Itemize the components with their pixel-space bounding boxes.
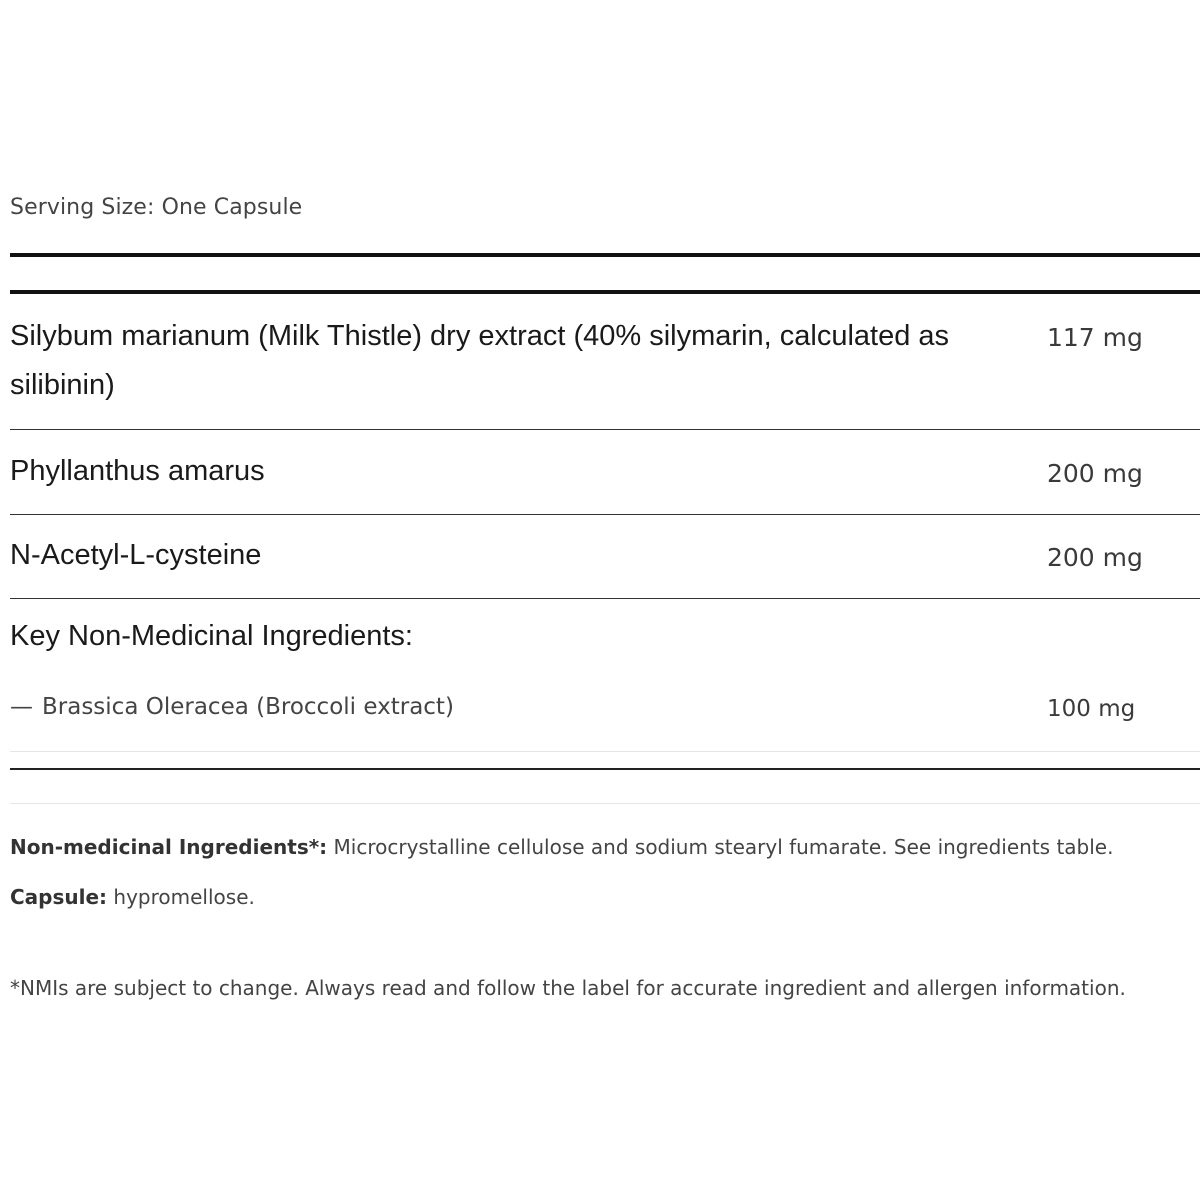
sub-ingredient-row (10, 694, 454, 720)
disclaimer: *NMIs are subject to change. Always read and follow the label for accurate ingredient and allergen information. (10, 976, 1126, 1000)
ingredient-amount: 117 mg (1047, 323, 1143, 352)
ingredient-amount: 200 mg (1047, 543, 1143, 572)
divider-notes (10, 803, 1200, 804)
row-divider-faint (10, 751, 1200, 752)
capsule-label: Capsule: (10, 885, 108, 909)
ingredient-name: N-Acetyl-L-cysteine (10, 539, 262, 571)
ingredient-name: Phyllanthus amarus (10, 455, 265, 487)
non-medicinal-note (10, 822, 1195, 922)
divider-table-start (10, 290, 1200, 294)
key-non-medicinal-heading: Key Non-Medicinal Ingredients: (10, 620, 413, 652)
ingredient-amount: 200 mg (1047, 459, 1143, 488)
row-divider (10, 429, 1200, 430)
capsule-text: hypromellose. (107, 885, 255, 909)
ingredient-name: Silybum marianum (Milk Thistle) dry extract (40% silymarin, calculated as silibinin) (10, 320, 950, 401)
non-medicinal-text: Microcrystalline cellulose and sodium stearyl fumarate. See ingredients table. (327, 835, 1114, 859)
sub-ingredient-name: Brassica Oleracea (Broccoli extract) (42, 694, 454, 720)
serving-size-separator: : (146, 195, 155, 220)
divider-table-end (10, 768, 1200, 770)
serving-size (10, 195, 302, 220)
row-divider (10, 598, 1200, 599)
serving-size-value: One Capsule (161, 195, 303, 220)
divider-top (10, 253, 1200, 257)
sub-ingredient-amount: 100 mg (1047, 696, 1136, 722)
serving-size-label: Serving Size (10, 195, 147, 220)
row-divider (10, 514, 1200, 515)
dash-bullet: — (10, 694, 33, 720)
non-medicinal-label: Non-medicinal Ingredients*: (10, 835, 328, 859)
